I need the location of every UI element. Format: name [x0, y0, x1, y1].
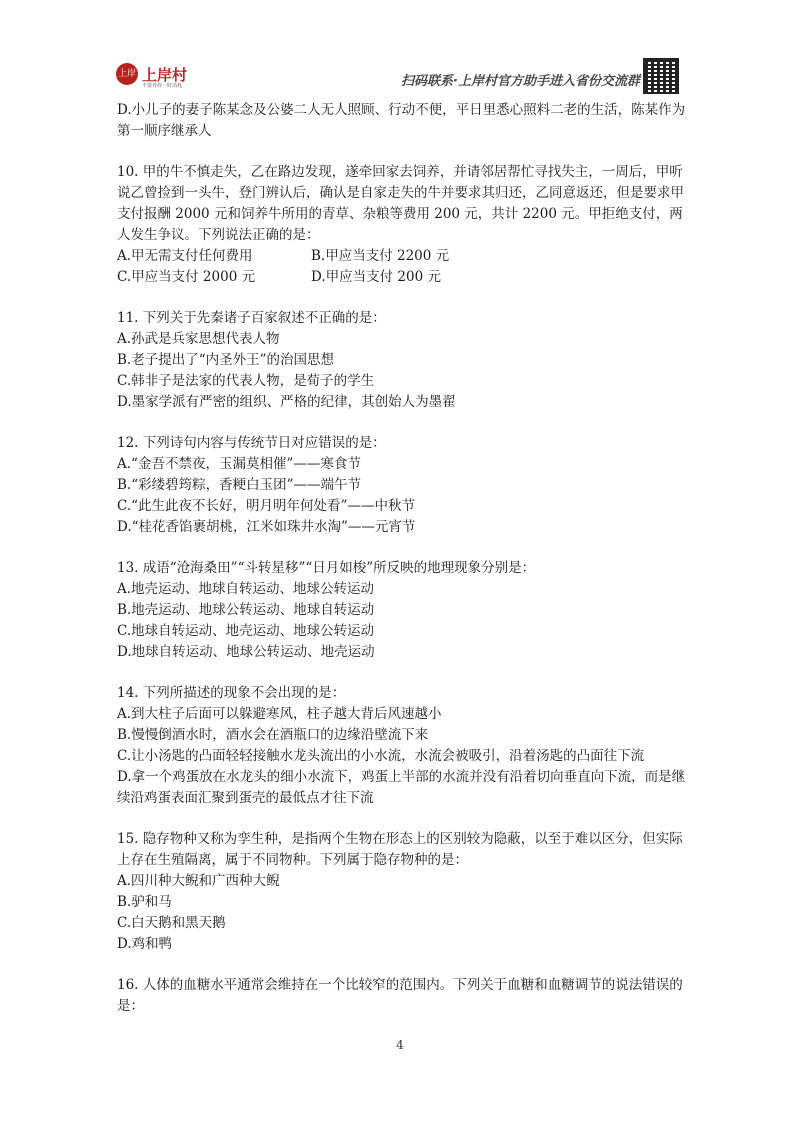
- option-c: C.“此生此夜不长好，明月明年何处看”——中秋节: [117, 498, 415, 514]
- question-15: [117, 829, 689, 955]
- option-a: A.四川种大鲵和广西种大鲵: [117, 873, 280, 889]
- option-a: A.“金吾不禁夜，玉漏莫相催”——寒食节: [117, 456, 361, 472]
- option-c: C.韩非子是法家的代表人物，是荀子的学生: [117, 373, 375, 389]
- logo-seal-icon: 上岸: [116, 63, 138, 85]
- option-a: A.甲无需支付任何费用: [117, 248, 253, 264]
- question-13: [117, 558, 689, 663]
- question-14: [117, 683, 689, 809]
- option-c: C.让小汤匙的凸面轻轻接触水龙头流出的小水流，水流会被吸引，沿着汤匙的凸面往下流: [117, 748, 645, 764]
- carryover-option: D.小儿子的妻子陈某念及公婆二人无人照顾、行动不便，平日里悉心照料二老的生活，陈某作为第一顺序继承人: [117, 102, 686, 139]
- question-stem: 10. 甲的牛不慎走失，乙在路边发现，遂牵回家去饲养，并请邻居帮忙寻找失主，一周后，甲听说乙曾捡到一头牛，登门辨认后，确认是自家走失的牛并要求其归还，乙同意返还，但是要求甲支付报酬 2000 元和饲养牛所用的青草、杂粮等费用 200 元，共计 2200 元。甲拒绝支付，两人发生争议。下列说法正确的是：: [117, 164, 684, 243]
- question-11: [117, 308, 689, 413]
- option-b: B.甲应当支付 2200 元: [311, 248, 450, 264]
- option-b: B.“彩缕碧筠粽，香粳白玉团”——端午节: [117, 477, 362, 493]
- option-b: B.老子提出了“内圣外王”的治国思想: [117, 352, 335, 368]
- question-stem: 15. 隐存物种又称为孪生种，是指两个生物在形态上的区别较为隐蔽，以至于难以区分，但实际上存在生殖隔离，属于不同物种。下列属于隐存物种的是：: [117, 831, 683, 868]
- option-d: D.拿一个鸡蛋放在水龙头的细小水流下，鸡蛋上半部的水流并没有沿着切向垂直向下流，而是继续沿鸡蛋表面汇聚到蛋壳的最低点才往下流: [117, 769, 686, 806]
- option-b: B.地壳运动、地球公转运动、地球自转运动: [117, 602, 375, 618]
- option-a: A.孙武是兵家思想代表人物: [117, 331, 280, 347]
- option-grid: [117, 246, 689, 288]
- option-d: D.“桂花香馅裹胡桃，江米如珠井水淘”——元宵节: [117, 519, 416, 535]
- option-a: A.到大柱子后面可以躲避寒风，柱子越大背后风速越小: [117, 706, 442, 722]
- option-d: D.鸡和鸭: [117, 936, 173, 952]
- page-number: 4: [396, 1038, 404, 1052]
- option-c: C.地球自转运动、地壳运动、地球公转运动: [117, 623, 375, 639]
- page-header: [0, 0, 800, 100]
- logo-name: 上岸村: [142, 66, 188, 84]
- question-10: [117, 162, 689, 288]
- option-b: B.慢慢倒酒水时，酒水会在酒瓶口的边缘沿壁流下来: [117, 727, 429, 743]
- option-a: A.地壳运动、地球自转运动、地球公转运动: [117, 581, 375, 597]
- question-12: [117, 433, 689, 538]
- question-stem: 13. 成语“沧海桑田”“斗转星移”“日月如梭”所反映的地理现象分别是：: [117, 560, 536, 576]
- question-stem: 14. 下列所描述的现象不会出现的是：: [117, 685, 346, 701]
- document-body: [117, 100, 689, 1017]
- logo-slogan: 不要养你一时消耗: [142, 83, 183, 89]
- question-16: [117, 975, 689, 1017]
- option-c: C.甲应当支付 2000 元: [117, 269, 256, 285]
- header-note: 扫码联系·上岸村官方助手进入省份交流群: [401, 74, 640, 89]
- brand-logo: [116, 63, 216, 91]
- option-c: C.白天鹅和黑天鹅: [117, 915, 226, 931]
- question-stem: 11. 下列关于先秦诸子百家叙述不正确的是：: [117, 310, 386, 326]
- qr-code-icon[interactable]: [643, 58, 679, 94]
- option-d: D.墨家学派有严密的组织、严格的纪律，其创始人为墨翟: [117, 394, 456, 410]
- question-stem: 12. 下列诗句内容与传统节日对应错误的是：: [117, 435, 386, 451]
- option-d: D.地球自转运动、地球公转运动、地壳运动: [117, 644, 375, 660]
- option-b: B.驴和马: [117, 894, 172, 910]
- option-d: D.甲应当支付 200 元: [311, 269, 441, 285]
- question-stem: 16. 人体的血糖水平通常会维持在一个比较窄的范围内。下列关于血糖和血糖调节的说法错误的是：: [117, 977, 683, 1014]
